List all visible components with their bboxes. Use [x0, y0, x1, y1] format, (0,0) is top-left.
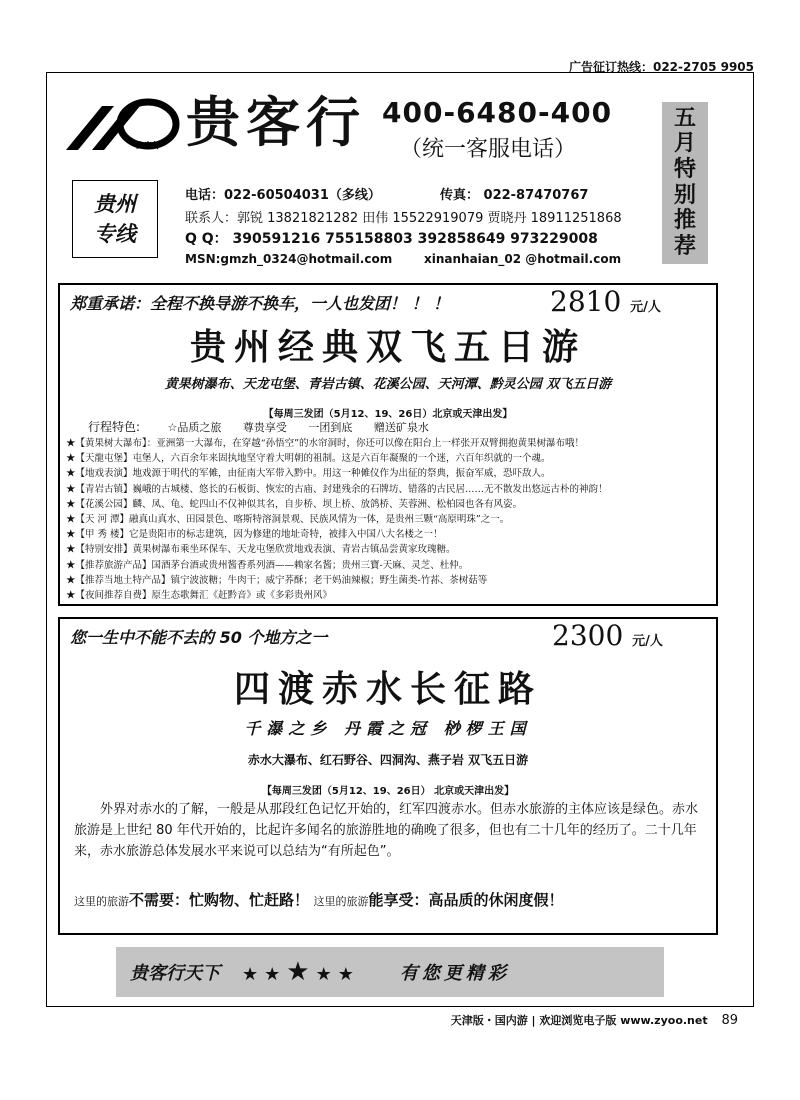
may-special-tab	[662, 102, 708, 264]
tour2-description: 外界对赤水的了解，一般是从那段红色记忆开始的，红军四渡赤水。但赤水旅游的主体应该是绿色。赤水旅游是上世纪 80 年代开始的，比起许多闻名的旅游胜地的确晚了很多，但也有二十几年的经历了。二十几年来，赤水旅游总体发展水平来说可以总结为“有所起色”。	[74, 802, 699, 859]
feature-tag: 尊贵享受	[242, 421, 287, 434]
tagline-lead: 这里的旅游	[313, 895, 369, 908]
service-phone: 400-6480-400	[382, 96, 613, 129]
logo-caption: 贵客行	[136, 141, 160, 150]
feature-tag: 赠送矿泉水	[373, 421, 429, 434]
brand-logo-icon	[62, 92, 182, 156]
badge-line-2: 专线	[94, 221, 136, 246]
tab-char: 荐	[673, 234, 696, 260]
features-label: 行程特色:	[88, 420, 141, 434]
tour2-price-unit: 元/人	[632, 634, 663, 649]
badge-line-1: 贵州	[94, 191, 136, 216]
tour1-promise: 郑重承诺：全程不换导游不换车，一人也发团！ ！ ！	[70, 294, 450, 313]
tour2-price	[552, 619, 663, 652]
list-item: ★【天 河 潭】融真山真水、田园景色、喀斯特溶洞景观、民族风情为一体，是贵州三颗“高原明珠”之一。	[66, 514, 510, 526]
list-item: ★【甲 秀 楼】它是贵阳市的标志建筑，因为修建的地址奇特，被排入中国八大名楼之一！	[66, 529, 443, 541]
brand-name: 贵客行	[186, 90, 366, 154]
tour1-features	[88, 418, 447, 435]
tab-char: 五	[673, 105, 696, 131]
tab-char: 月	[673, 131, 696, 157]
tour2-sights: 赤水大瀑布、红石野谷、四洞沟、燕子岩 双飞五日游	[247, 753, 529, 767]
footer-banner	[116, 947, 664, 997]
page-footer	[451, 1012, 738, 1028]
list-item: ★【黄果树大瀑布】：亚洲第一大瀑布，在穿越“孙悟空”的水帘洞时，你还可以像在阳台上一样张开双臂拥抱黄果树瀑布哦！	[66, 438, 584, 449]
tagline-strong: 能享受：高品质的休闲度假！	[368, 891, 564, 909]
tab-char: 别	[673, 182, 696, 208]
tab-char: 推	[673, 208, 696, 234]
list-item: ★【推荐旅游产品】国酒茅台酒或贵州酱香系列酒——赖家名酱；贵州三寶-天麻、灵芝、杜仲。	[66, 559, 469, 571]
tab-char: 特	[673, 157, 696, 183]
tour2-promise: 您一生中不能不去的 50 个地方之一	[70, 628, 328, 647]
tour1-itinerary-list	[66, 436, 716, 603]
list-item: ★【青岩古镇】巍峨的古城楼、悠长的石板街、恢宏的古庙、封建残余的石牌坊、错落的古民居……无不散发出悠远古朴的神韵！	[66, 483, 608, 495]
tour1-subtitle: 黄果树瀑布、天龙屯堡、青岩古镇、花溪公园、天河潭、黔灵公园 双飞五日游	[164, 377, 612, 392]
list-item: ★【地戏表演】地戏源于明代的军傩，由征南大军带入黔中。用这一种傩仪作为出征的祭典，振奋军威，恐吓敌人。	[66, 468, 551, 480]
list-item: ★【推荐当地土特产品】镇宁波波糖；牛肉干；威宁荞酥；老干妈油辣椒；野生菌类-竹荪、茶树菇等	[66, 574, 488, 586]
contact-msn-2: xinanhaian_02 @hotmail.com	[424, 252, 622, 266]
tour1-title: 贵州经典双飞五日游	[189, 326, 586, 368]
contact-fax: 传真： 022-87470767	[440, 188, 589, 203]
star-icons: ★★★★★	[242, 957, 360, 987]
banner-right-slogan: 有您更精彩	[399, 963, 510, 984]
banner-left-slogan: 贵客行天下	[130, 963, 220, 984]
tagline-strong: 不需要：忙购物、忙赶路！	[129, 891, 310, 909]
tour1-price-value: 2810	[550, 285, 622, 318]
ad-hotline: 广告征订热线：022-2705 9905	[568, 60, 754, 74]
tagline-lead: 这里的旅游	[74, 895, 129, 908]
list-item: ★【夜间推荐自费】原生态歌舞汇《赶黔音》或《多彩贵州风》	[66, 590, 333, 602]
feature-tag: ☆品质之旅	[167, 421, 222, 434]
tour2-title: 四渡赤水长征路	[233, 668, 542, 710]
guizhou-line-badge	[72, 180, 158, 258]
list-item: ★【特别安排】黄果树瀑布乘坐环保车、天龙屯堡欣赏地戏表演、青岩古镇品尝黄家玫瑰糖。	[66, 544, 456, 556]
feature-tag: 一团到底	[308, 421, 353, 434]
tour-box-guizhou	[58, 283, 718, 606]
contact-tel: 电话：022-60504031（多线）	[185, 188, 381, 203]
tour2-price-value: 2300	[552, 619, 624, 652]
edition-info: 天津版・国内游 | 欢迎浏览电子版 www.zyoo.net	[450, 1014, 708, 1027]
contact-qq: Q Q： 390591216 755158803 392858649 973229008	[185, 231, 598, 247]
tour2-schedule: 【每周三发团（5月12、19、26日） 北京或天津出发】	[261, 786, 515, 797]
tour2-tagline	[74, 889, 714, 910]
tour2-slogan: 千瀑之乡 丹霞之冠 桫椤王国	[244, 719, 532, 738]
contact-msn-1: MSN:gmzh_0324@hotmail.com	[185, 252, 393, 266]
service-phone-caption: （统一客服电话）	[400, 137, 577, 162]
tour-box-chishui	[58, 617, 718, 935]
page-number: 89	[721, 1013, 738, 1028]
tour1-schedule: 【每周三发团（5月12、19、26日）北京或天津出发】	[263, 409, 513, 420]
tour1-price	[550, 285, 661, 318]
list-item: ★【花溪公园】麟、凤、龟、蛇四山不仅神似其名，自步桥、坝上桥、放鸽桥、芙蓉洲、松柏园也各有风姿。	[66, 498, 523, 510]
tour1-price-unit: 元/人	[630, 300, 661, 315]
contact-persons: 联系人：郭锐 13821821282 田伟 15522919079 贾晓丹 18911251868	[185, 211, 622, 226]
list-item: ★【天龍屯堡】屯堡人，六百余年来固执地坚守着大明朝的祖制。这是六百年凝聚的一个迷，六百年织就的一个魂。	[66, 453, 551, 465]
